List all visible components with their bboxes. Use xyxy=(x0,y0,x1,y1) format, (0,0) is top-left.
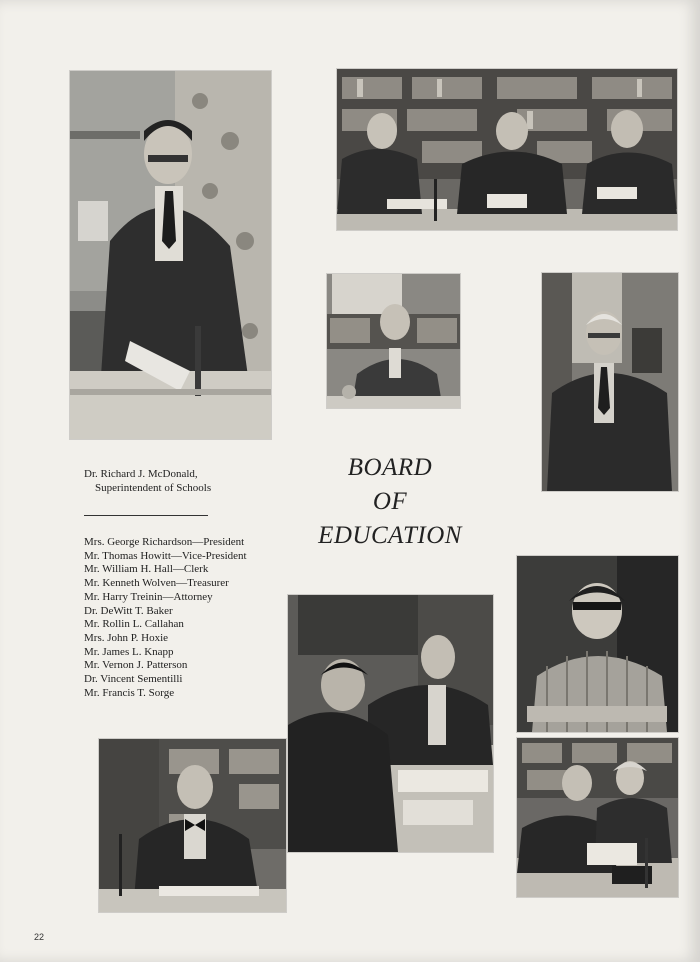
member-item: Mr. Francis T. Sorge xyxy=(84,686,175,699)
title-line-2: OF xyxy=(372,488,408,515)
member-item: Mr. Vernon J. Patterson xyxy=(84,659,188,672)
photo-three-members xyxy=(337,69,677,230)
photo-member-woman xyxy=(517,556,678,732)
member-item: Mrs. George Richardson—President xyxy=(84,536,245,548)
photo-member-standing xyxy=(542,273,678,491)
photo-member-bowtie xyxy=(99,739,286,912)
member-item: Mr. Thomas Howitt—Vice-President xyxy=(84,549,247,562)
title-line-3: EDUCATION xyxy=(318,522,462,549)
member-item: Dr. DeWitt T. Baker xyxy=(84,604,173,617)
member-item: Mr. William H. Hall—Clerk xyxy=(84,563,209,576)
superintendent-caption xyxy=(84,467,211,495)
member-item: Mrs. John P. Hoxie xyxy=(84,631,169,644)
page-number: 22 xyxy=(34,932,45,942)
photo-two-members-discussing xyxy=(288,595,493,852)
member-item: Mr. Harry Treinin—Attorney xyxy=(84,590,213,603)
board-members-list xyxy=(84,536,247,700)
photo-two-members-desk xyxy=(517,738,678,897)
caption-divider xyxy=(84,515,208,516)
superintendent-role: Superintendent of Schools xyxy=(95,482,212,494)
title-line-1: BOARD xyxy=(347,454,433,481)
member-item: Mr. Rollin L. Callahan xyxy=(84,618,184,631)
superintendent-name: Dr. Richard J. McDonald, xyxy=(84,468,198,480)
page-title xyxy=(300,451,480,553)
member-item: Mr. James L. Knapp xyxy=(84,645,174,658)
member-item: Dr. Vincent Sementilli xyxy=(84,673,183,686)
photo-member-seated xyxy=(327,274,460,408)
photo-superintendent xyxy=(70,71,271,439)
member-item: Mr. Kenneth Wolven—Treasurer xyxy=(84,577,229,590)
